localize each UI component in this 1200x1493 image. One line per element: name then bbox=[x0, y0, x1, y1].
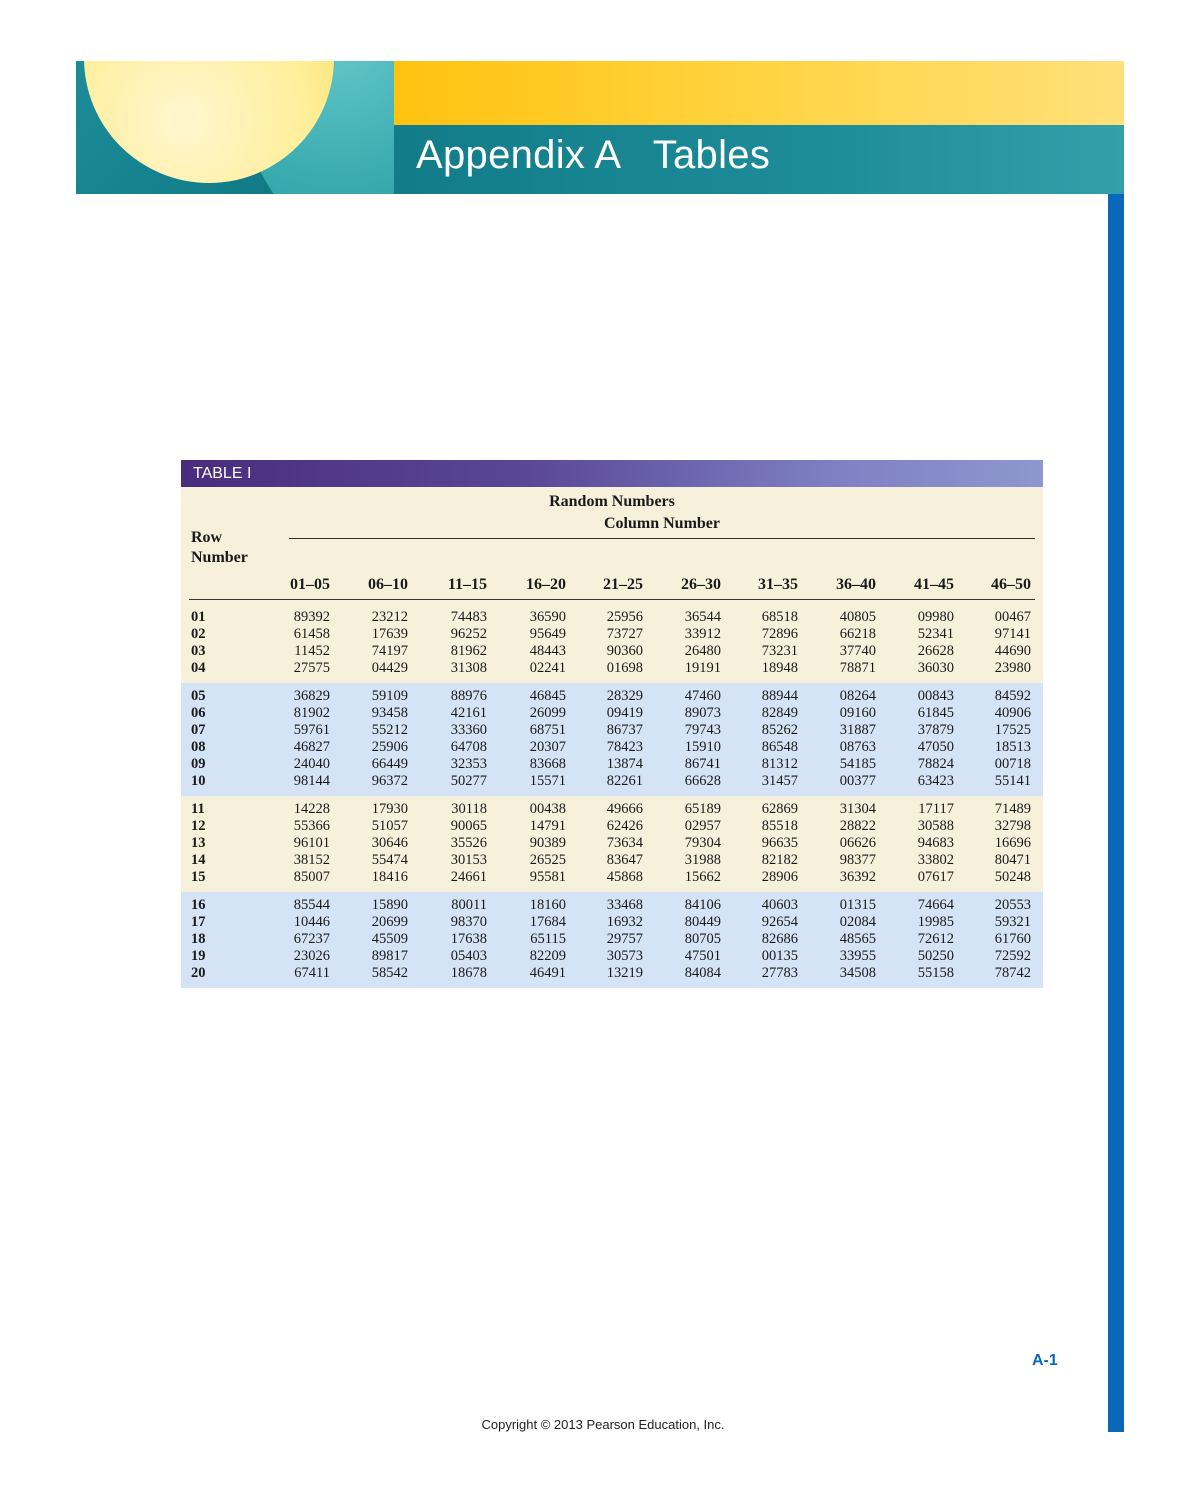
table-cell: 19985 bbox=[917, 914, 954, 930]
table-cell: 36829 bbox=[293, 688, 330, 704]
row-header-line1: Row bbox=[191, 529, 223, 546]
table-cell: 81902 bbox=[293, 705, 330, 721]
table-cell: 01698 bbox=[606, 660, 643, 676]
table-cell: 28822 bbox=[839, 818, 876, 834]
table-cell: 14228 bbox=[293, 801, 330, 817]
table-cell: 62869 bbox=[761, 801, 798, 817]
table-cell: 45868 bbox=[606, 869, 643, 885]
table-row bbox=[181, 835, 1043, 852]
table-cell: 46827 bbox=[293, 739, 330, 755]
table-row bbox=[181, 852, 1043, 869]
table-cell: 23212 bbox=[371, 609, 408, 625]
table-cell: 14791 bbox=[529, 818, 566, 834]
table-cell: 81312 bbox=[761, 756, 798, 772]
column-header: 36–40 bbox=[836, 576, 876, 593]
table-cell: 85262 bbox=[761, 722, 798, 738]
table-cell: 37740 bbox=[839, 643, 876, 659]
table-cell: 55366 bbox=[293, 818, 330, 834]
table-cell: 23980 bbox=[994, 660, 1031, 676]
table-cell: 66628 bbox=[684, 773, 721, 789]
table-cell: 72592 bbox=[994, 948, 1031, 964]
column-header: 11–15 bbox=[447, 576, 487, 593]
table-cell: 96635 bbox=[761, 835, 798, 851]
row-number: 05 bbox=[191, 688, 206, 704]
row-number: 19 bbox=[191, 948, 206, 964]
row-group bbox=[181, 602, 1043, 683]
table-cell: 25956 bbox=[606, 609, 643, 625]
table-row bbox=[181, 643, 1043, 660]
table-cell: 63423 bbox=[917, 773, 954, 789]
table-cell: 80011 bbox=[451, 897, 487, 913]
table-cell: 61845 bbox=[917, 705, 954, 721]
table-cell: 31304 bbox=[839, 801, 876, 817]
row-number: 11 bbox=[191, 801, 205, 817]
table-cell: 09980 bbox=[917, 609, 954, 625]
table-cell: 73231 bbox=[761, 643, 798, 659]
table-cell: 74664 bbox=[917, 897, 954, 913]
table-cell: 36392 bbox=[839, 869, 876, 885]
table-cell: 05403 bbox=[450, 948, 487, 964]
table-cell: 20699 bbox=[371, 914, 408, 930]
table-cell: 50248 bbox=[994, 869, 1031, 885]
table-cell: 59321 bbox=[994, 914, 1031, 930]
table-cell: 98144 bbox=[293, 773, 330, 789]
table-cell: 65189 bbox=[684, 801, 721, 817]
table-cell: 98377 bbox=[839, 852, 876, 868]
table-label: TABLE I bbox=[181, 460, 1043, 487]
table-cell: 58542 bbox=[371, 965, 408, 981]
table-cell: 46845 bbox=[529, 688, 566, 704]
table-cell: 33912 bbox=[684, 626, 721, 642]
row-number: 06 bbox=[191, 705, 206, 721]
table-cell: 35526 bbox=[450, 835, 487, 851]
table-cell: 84106 bbox=[684, 897, 721, 913]
table-cell: 17930 bbox=[371, 801, 408, 817]
table-cell: 62426 bbox=[606, 818, 643, 834]
table-cell: 40805 bbox=[839, 609, 876, 625]
table-cell: 61458 bbox=[293, 626, 330, 642]
table-cell: 80471 bbox=[994, 852, 1031, 868]
table-cell: 13874 bbox=[606, 756, 643, 772]
row-number: 10 bbox=[191, 773, 206, 789]
table-cell: 00467 bbox=[994, 609, 1031, 625]
table-cell: 82261 bbox=[606, 773, 643, 789]
table-cell: 95649 bbox=[529, 626, 566, 642]
table-cell: 16932 bbox=[606, 914, 643, 930]
table-cell: 17638 bbox=[450, 931, 487, 947]
table-cell: 84084 bbox=[684, 965, 721, 981]
table-cell: 34508 bbox=[839, 965, 876, 981]
table-cell: 18678 bbox=[450, 965, 487, 981]
table-cell: 79304 bbox=[684, 835, 721, 851]
table-cell: 67237 bbox=[293, 931, 330, 947]
table-cell: 13219 bbox=[606, 965, 643, 981]
column-header: 46–50 bbox=[991, 576, 1031, 593]
table-cell: 93458 bbox=[371, 705, 408, 721]
table-cell: 72612 bbox=[917, 931, 954, 947]
row-number: 14 bbox=[191, 852, 206, 868]
table-cell: 32798 bbox=[994, 818, 1031, 834]
table-cell: 17639 bbox=[371, 626, 408, 642]
table-cell: 37879 bbox=[917, 722, 954, 738]
table-cell: 36544 bbox=[684, 609, 721, 625]
table-row bbox=[181, 705, 1043, 722]
table-cell: 82182 bbox=[761, 852, 798, 868]
table-cell: 33468 bbox=[606, 897, 643, 913]
table-cell: 31457 bbox=[761, 773, 798, 789]
table-cell: 33802 bbox=[917, 852, 954, 868]
table-cell: 73727 bbox=[606, 626, 643, 642]
table-cell: 78824 bbox=[917, 756, 954, 772]
row-number: 16 bbox=[191, 897, 206, 913]
table-cell: 36590 bbox=[529, 609, 566, 625]
table-cell: 07617 bbox=[917, 869, 954, 885]
table-cell: 88976 bbox=[450, 688, 487, 704]
table-cell: 84592 bbox=[994, 688, 1031, 704]
table-row bbox=[181, 688, 1043, 705]
table-row bbox=[181, 722, 1043, 739]
table-cell: 01315 bbox=[839, 897, 876, 913]
table-cell: 38152 bbox=[293, 852, 330, 868]
table-cell: 02241 bbox=[529, 660, 566, 676]
column-caption-rule bbox=[289, 538, 1035, 539]
table-cell: 59761 bbox=[293, 722, 330, 738]
column-header: 16–20 bbox=[526, 576, 566, 593]
table-cell: 11452 bbox=[294, 643, 330, 659]
table-cell: 71489 bbox=[994, 801, 1031, 817]
row-number: 08 bbox=[191, 739, 206, 755]
table-cell: 89817 bbox=[371, 948, 408, 964]
table-cell: 49666 bbox=[606, 801, 643, 817]
table-cell: 36030 bbox=[917, 660, 954, 676]
table-cell: 85518 bbox=[761, 818, 798, 834]
table-header bbox=[181, 487, 1043, 602]
table-cell: 40603 bbox=[761, 897, 798, 913]
table-cell: 31887 bbox=[839, 722, 876, 738]
table-cell: 50250 bbox=[917, 948, 954, 964]
table-cell: 66449 bbox=[371, 756, 408, 772]
table-cell: 44690 bbox=[994, 643, 1031, 659]
row-number: 17 bbox=[191, 914, 206, 930]
table-cell: 90389 bbox=[529, 835, 566, 851]
table-cell: 86741 bbox=[684, 756, 721, 772]
table-cell: 64708 bbox=[450, 739, 487, 755]
table-cell: 30573 bbox=[606, 948, 643, 964]
table-cell: 20307 bbox=[529, 739, 566, 755]
table-cell: 00438 bbox=[529, 801, 566, 817]
column-header: 41–45 bbox=[914, 576, 954, 593]
table-cell: 45509 bbox=[371, 931, 408, 947]
column-header: 26–30 bbox=[681, 576, 721, 593]
table-cell: 72896 bbox=[761, 626, 798, 642]
table-cell: 24661 bbox=[450, 869, 487, 885]
row-number: 02 bbox=[191, 626, 206, 642]
table-cell: 86548 bbox=[761, 739, 798, 755]
row-group bbox=[181, 892, 1043, 988]
row-number: 07 bbox=[191, 722, 206, 738]
table-cell: 48565 bbox=[839, 931, 876, 947]
column-header-row bbox=[181, 576, 1043, 596]
table-cell: 66218 bbox=[839, 626, 876, 642]
table-cell: 32353 bbox=[450, 756, 487, 772]
table-row bbox=[181, 660, 1043, 677]
table-cell: 18948 bbox=[761, 660, 798, 676]
table-cell: 23026 bbox=[293, 948, 330, 964]
row-number: 15 bbox=[191, 869, 206, 885]
table-cell: 79743 bbox=[684, 722, 721, 738]
table-cell: 28906 bbox=[761, 869, 798, 885]
table-cell: 18416 bbox=[371, 869, 408, 885]
table-cell: 30153 bbox=[450, 852, 487, 868]
table-cell: 92654 bbox=[761, 914, 798, 930]
table-cell: 68518 bbox=[761, 609, 798, 625]
random-numbers-table bbox=[181, 460, 1043, 988]
column-header: 01–05 bbox=[290, 576, 330, 593]
table-cell: 26099 bbox=[529, 705, 566, 721]
table-cell: 97141 bbox=[994, 626, 1031, 642]
table-cell: 46491 bbox=[529, 965, 566, 981]
table-cell: 78742 bbox=[994, 965, 1031, 981]
table-cell: 33955 bbox=[839, 948, 876, 964]
table-body bbox=[181, 602, 1043, 988]
row-number: 03 bbox=[191, 643, 206, 659]
banner-yellow-band bbox=[394, 61, 1124, 125]
table-cell: 65115 bbox=[530, 931, 566, 947]
table-cell: 90065 bbox=[450, 818, 487, 834]
table-cell: 85544 bbox=[293, 897, 330, 913]
column-header: 06–10 bbox=[368, 576, 408, 593]
table-cell: 73634 bbox=[606, 835, 643, 851]
table-cell: 83647 bbox=[606, 852, 643, 868]
table-cell: 89073 bbox=[684, 705, 721, 721]
table-cell: 55158 bbox=[917, 965, 954, 981]
row-number: 12 bbox=[191, 818, 206, 834]
row-number: 18 bbox=[191, 931, 206, 947]
table-cell: 27783 bbox=[761, 965, 798, 981]
table-row bbox=[181, 948, 1043, 965]
table-cell: 90360 bbox=[606, 643, 643, 659]
table-row bbox=[181, 897, 1043, 914]
table-cell: 09160 bbox=[839, 705, 876, 721]
column-header: 21–25 bbox=[603, 576, 643, 593]
table-cell: 09419 bbox=[606, 705, 643, 721]
table-cell: 67411 bbox=[294, 965, 330, 981]
row-number: 09 bbox=[191, 756, 206, 772]
table-cell: 98370 bbox=[450, 914, 487, 930]
table-cell: 18160 bbox=[529, 897, 566, 913]
table-cell: 88944 bbox=[761, 688, 798, 704]
table-cell: 26628 bbox=[917, 643, 954, 659]
table-row bbox=[181, 914, 1043, 931]
banner-graphic bbox=[76, 61, 394, 194]
table-cell: 00843 bbox=[917, 688, 954, 704]
page-number: A-1 bbox=[1032, 1352, 1058, 1369]
table-cell: 78871 bbox=[839, 660, 876, 676]
table-cell: 82686 bbox=[761, 931, 798, 947]
table-cell: 96372 bbox=[371, 773, 408, 789]
row-number: 04 bbox=[191, 660, 206, 676]
table-cell: 47501 bbox=[684, 948, 721, 964]
table-cell: 51057 bbox=[371, 818, 408, 834]
table-row bbox=[181, 773, 1043, 790]
table-cell: 94683 bbox=[917, 835, 954, 851]
table-cell: 47460 bbox=[684, 688, 721, 704]
table-row bbox=[181, 965, 1043, 982]
table-cell: 30588 bbox=[917, 818, 954, 834]
table-cell: 28329 bbox=[606, 688, 643, 704]
table-row bbox=[181, 818, 1043, 835]
table-cell: 10446 bbox=[293, 914, 330, 930]
table-cell: 25906 bbox=[371, 739, 408, 755]
table-cell: 18513 bbox=[994, 739, 1031, 755]
table-row bbox=[181, 801, 1043, 818]
table-cell: 50277 bbox=[450, 773, 487, 789]
table-cell: 80449 bbox=[684, 914, 721, 930]
table-cell: 68751 bbox=[529, 722, 566, 738]
table-cell: 15890 bbox=[371, 897, 408, 913]
table-cell: 17117 bbox=[918, 801, 954, 817]
table-cell: 30646 bbox=[371, 835, 408, 851]
table-cell: 31988 bbox=[684, 852, 721, 868]
table-cell: 24040 bbox=[293, 756, 330, 772]
page-edge-bar bbox=[1108, 194, 1124, 1432]
table-cell: 61760 bbox=[994, 931, 1031, 947]
table-cell: 48443 bbox=[529, 643, 566, 659]
table-cell: 78423 bbox=[606, 739, 643, 755]
table-cell: 42161 bbox=[450, 705, 487, 721]
table-cell: 40906 bbox=[994, 705, 1031, 721]
table-cell: 55474 bbox=[371, 852, 408, 868]
table-row bbox=[181, 609, 1043, 626]
column-header: 31–35 bbox=[758, 576, 798, 593]
table-cell: 85007 bbox=[293, 869, 330, 885]
table-cell: 59109 bbox=[371, 688, 408, 704]
table-cell: 04429 bbox=[371, 660, 408, 676]
table-cell: 96252 bbox=[450, 626, 487, 642]
table-cell: 54185 bbox=[839, 756, 876, 772]
table-cell: 96101 bbox=[293, 835, 330, 851]
table-cell: 95581 bbox=[529, 869, 566, 885]
row-number: 01 bbox=[191, 609, 206, 625]
table-cell: 00135 bbox=[761, 948, 798, 964]
table-cell: 30118 bbox=[451, 801, 487, 817]
table-cell: 19191 bbox=[684, 660, 721, 676]
table-cell: 86737 bbox=[606, 722, 643, 738]
table-cell: 08763 bbox=[839, 739, 876, 755]
column-caption: Column Number bbox=[603, 515, 720, 532]
table-cell: 26480 bbox=[684, 643, 721, 659]
table-cell: 06626 bbox=[839, 835, 876, 851]
header-rule bbox=[189, 599, 1035, 600]
table-cell: 55141 bbox=[994, 773, 1031, 789]
table-cell: 81962 bbox=[450, 643, 487, 659]
table-cell: 47050 bbox=[917, 739, 954, 755]
table-row bbox=[181, 869, 1043, 886]
table-cell: 17525 bbox=[994, 722, 1031, 738]
table-cell: 74197 bbox=[371, 643, 408, 659]
row-number: 13 bbox=[191, 835, 206, 851]
table-cell: 16696 bbox=[994, 835, 1031, 851]
table-cell: 89392 bbox=[293, 609, 330, 625]
table-cell: 82209 bbox=[529, 948, 566, 964]
table-cell: 55212 bbox=[371, 722, 408, 738]
chapter-banner bbox=[76, 61, 1124, 194]
table-cell: 17684 bbox=[529, 914, 566, 930]
table-cell: 52341 bbox=[917, 626, 954, 642]
copyright-notice: Copyright © 2013 Pearson Education, Inc. bbox=[481, 1417, 725, 1432]
table-row bbox=[181, 626, 1043, 643]
table-cell: 20553 bbox=[994, 897, 1031, 913]
table-cell: 31308 bbox=[450, 660, 487, 676]
table-cell: 27575 bbox=[293, 660, 330, 676]
table-row bbox=[181, 739, 1043, 756]
table-cell: 33360 bbox=[450, 722, 487, 738]
table-cell: 02957 bbox=[684, 818, 721, 834]
table-cell: 80705 bbox=[684, 931, 721, 947]
row-group bbox=[181, 796, 1043, 892]
table-cell: 08264 bbox=[839, 688, 876, 704]
row-group bbox=[181, 683, 1043, 796]
table-cell: 00377 bbox=[839, 773, 876, 789]
table-caption: Random Numbers bbox=[549, 493, 675, 510]
table-cell: 00718 bbox=[994, 756, 1031, 772]
row-number: 20 bbox=[191, 965, 206, 981]
table-cell: 15662 bbox=[684, 869, 721, 885]
table-cell: 15571 bbox=[529, 773, 566, 789]
table-cell: 82849 bbox=[761, 705, 798, 721]
table-cell: 29757 bbox=[606, 931, 643, 947]
table-cell: 83668 bbox=[529, 756, 566, 772]
table-cell: 26525 bbox=[529, 852, 566, 868]
page-title: Appendix A Tables bbox=[416, 133, 771, 177]
table-cell: 15910 bbox=[684, 739, 721, 755]
row-header-line2: Number bbox=[191, 549, 248, 566]
table-row bbox=[181, 756, 1043, 773]
table-cell: 74483 bbox=[450, 609, 487, 625]
table-row bbox=[181, 931, 1043, 948]
table-cell: 02084 bbox=[839, 914, 876, 930]
